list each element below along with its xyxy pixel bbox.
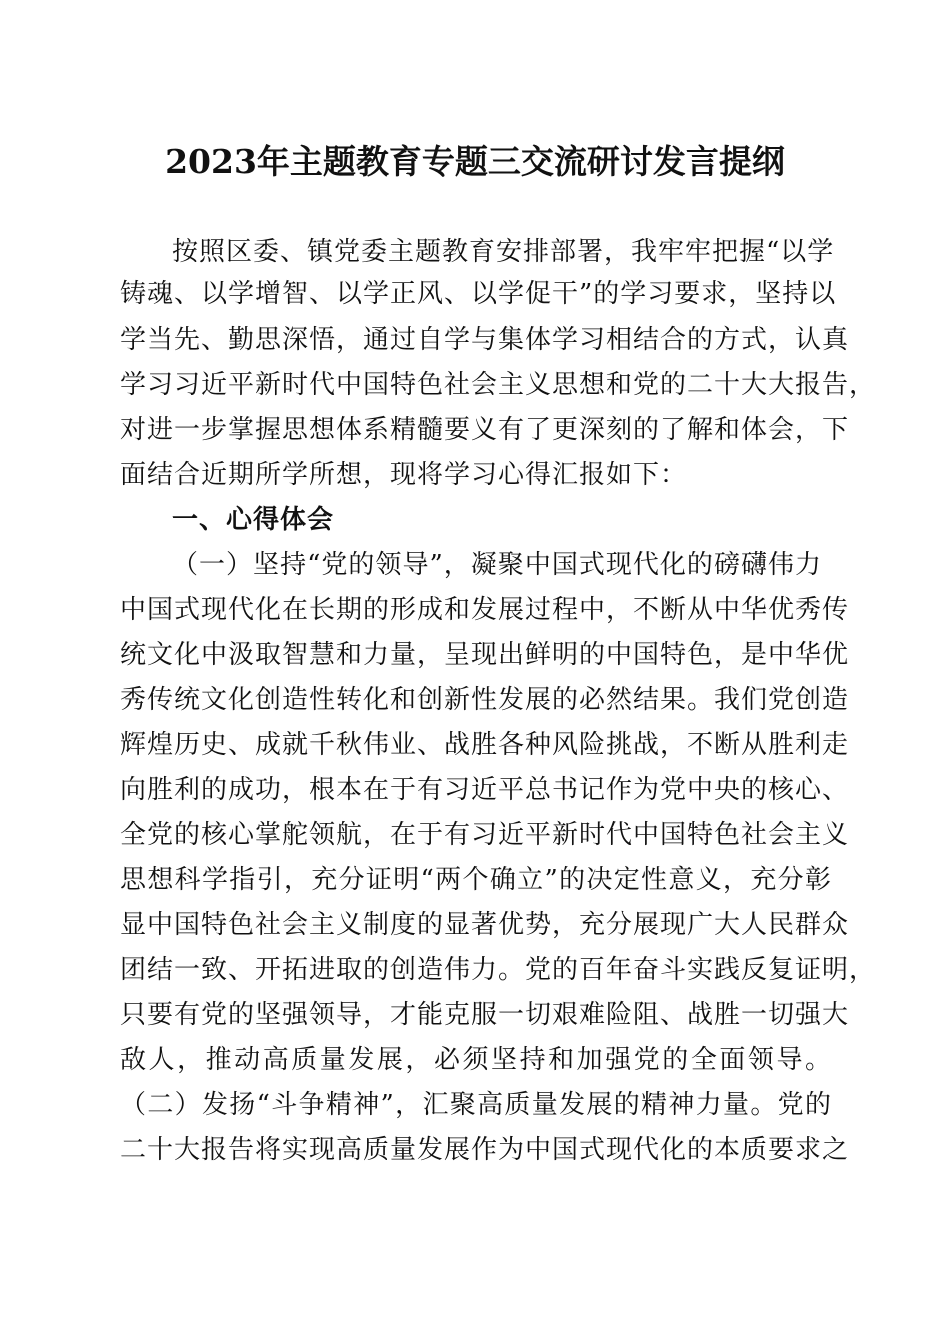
body-line: 二十大报告将实现高质量发展作为中国式现代化的本质要求之: [120, 1135, 850, 1165]
body-line: 只要有党的坚强领导，才能克服一切艰难险阻、战胜一切强大: [120, 1000, 850, 1030]
intro-line: 按照区委、镇党委主题教育安排部署，我牢牢把握“以学: [172, 237, 835, 267]
body-line: 敌人，推动高质量发展，必须坚持和加强党的全面领导。: [120, 1045, 832, 1075]
body-line: 向胜利的成功，根本在于有习近平总书记作为党中央的核心、: [120, 775, 850, 805]
intro-line: 铸魂、以学增智、以学正风、以学促干”的学习要求，坚持以: [120, 279, 837, 309]
body-line: 全党的核心掌舵领航，在于有习近平新时代中国特色社会主义: [120, 820, 850, 850]
body-line: 统文化中汲取智慧和力量，呈现出鲜明的中国特色，是中华优: [120, 640, 850, 670]
intro-line: 对进一步掌握思想体系精髓要义有了更深刻的了解和体会，下: [120, 415, 850, 445]
intro-line: 面结合近期所学所想，现将学习心得汇报如下：: [120, 460, 688, 490]
sub-heading: （一）坚持“党的领导”，凝聚中国式现代化的磅礴伟力: [172, 550, 822, 580]
intro-line: 学习习近平新时代中国特色社会主义思想和党的二十大大报告，: [120, 370, 877, 400]
body-line: 中国式现代化在长期的形成和发展过程中，不断从中华优秀传: [120, 595, 850, 625]
body-line: （二）发扬“斗争精神”，汇聚高质量发展的精神力量。党的: [120, 1090, 832, 1120]
body-line: 团结一致、开拓进取的创造伟力。党的百年奋斗实践反复证明，: [120, 955, 877, 985]
section-heading: 一、心得体会: [172, 505, 335, 535]
body-line: 秀传统文化创造性转化和创新性发展的必然结果。我们党创造: [120, 685, 850, 715]
body-line: 辉煌历史、成就千秋伟业、战胜各种风险挑战，不断从胜利走: [120, 730, 850, 760]
intro-line: 学当先、勤思深悟，通过自学与集体学习相结合的方式，认真: [120, 325, 850, 355]
document-title: 2023年主题教育专题三交流研讨发言提纲: [165, 142, 785, 181]
body-line: 显中国特色社会主义制度的显著优势，充分展现广大人民群众: [120, 910, 850, 940]
body-line: 思想科学指引，充分证明“两个确立”的决定性意义，充分彰: [120, 865, 832, 895]
